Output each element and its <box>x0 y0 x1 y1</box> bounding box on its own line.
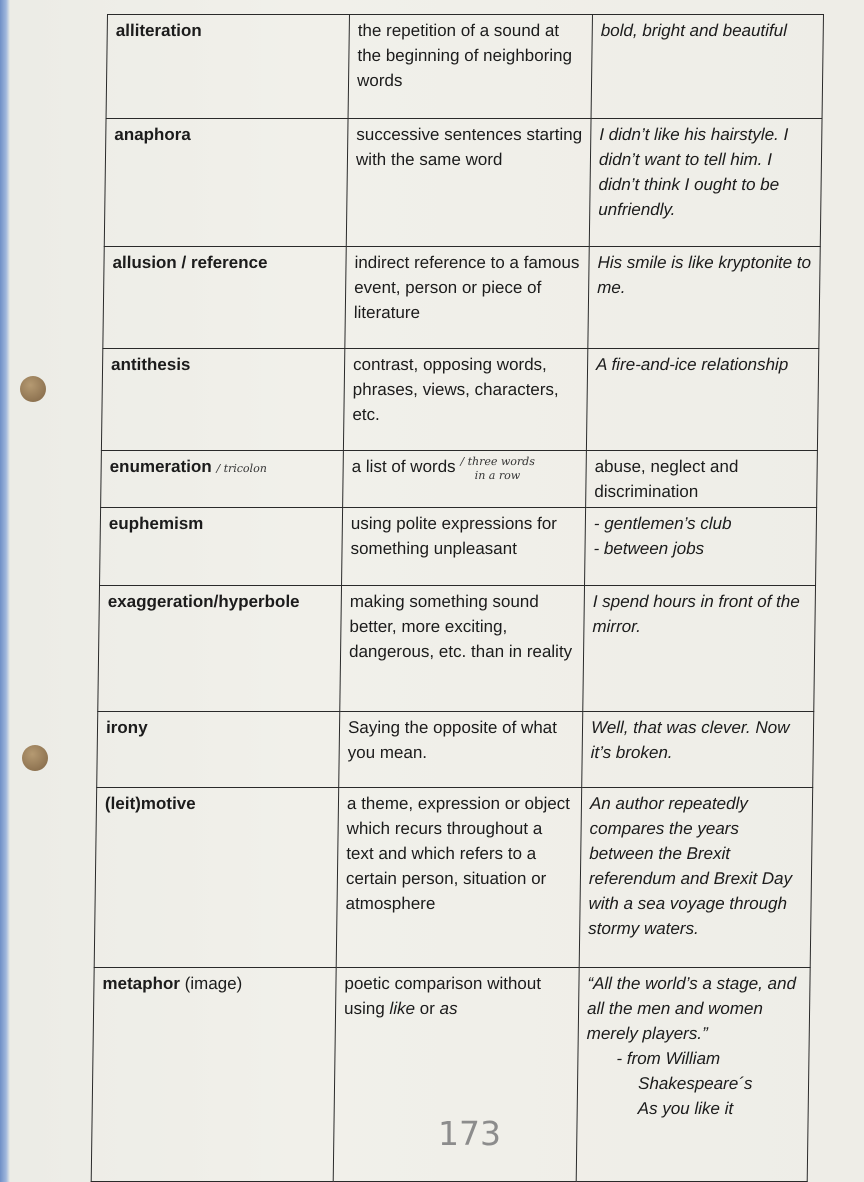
definition-text: a list of words <box>351 457 456 476</box>
term-cell: exaggeration/hyperbole <box>98 586 342 712</box>
term-text: enumeration <box>109 457 212 476</box>
example-cell: I spend hours in front of the mirror. <box>583 586 816 712</box>
example-cell: Well, that was clever. Now it’s broken. <box>582 712 814 788</box>
example-cell: His smile is like kryptonite to me. <box>588 247 820 349</box>
example-cell: bold, bright and beautiful <box>591 15 823 119</box>
definition-cell: Saying the opposite of what you mean. <box>339 712 583 788</box>
table-row <box>101 349 818 451</box>
definition-cell: successive sentences starting with the same word <box>346 119 591 247</box>
definition-cell: contrast, opposing words, phrases, views, characters, etc. <box>343 349 587 451</box>
table-row <box>94 788 813 968</box>
table-row <box>97 712 814 788</box>
definition-cell <box>343 451 587 508</box>
definition-text: or <box>414 999 440 1018</box>
definition-cell: the repetition of a sound at the beginning of neighboring words <box>348 15 592 119</box>
term-text: metaphor <box>102 974 181 993</box>
definition-as: as <box>439 999 458 1018</box>
table-row <box>103 247 820 349</box>
definition-cell: making something sound better, more exciting, dangerous, etc. than in reality <box>340 586 585 712</box>
term-cell: euphemism <box>100 508 343 586</box>
page-number: 173 <box>438 1114 501 1153</box>
definition-cell: a theme, expression or object which recurs throughout a text and which refers to a certain person, situation or atmosphere <box>336 788 582 968</box>
term-cell: (leit)motive <box>94 788 339 968</box>
term-cell: alliteration <box>106 15 349 119</box>
attribution-line: Shakespeare´s <box>637 1074 753 1093</box>
handwritten-note: in a row <box>474 469 521 482</box>
term-cell: anaphora <box>104 119 348 247</box>
definition-like: like <box>389 999 416 1018</box>
definition-cell: indirect reference to a famous event, person or piece of literature <box>345 247 589 349</box>
table-row <box>104 119 822 247</box>
handwritten-note: / three words <box>460 455 535 468</box>
term-suffix: (image) <box>184 974 243 993</box>
term-cell: irony <box>97 712 340 788</box>
term-cell <box>101 451 344 508</box>
table-row <box>100 508 817 586</box>
table-row <box>98 586 816 712</box>
example-cell: An author repeatedly compares the years between the Brexit referendum and Brexit Day with a sea voyage through stormy waters. <box>579 788 813 968</box>
handwritten-note: / tricolon <box>216 462 267 475</box>
table-row <box>101 451 818 508</box>
example-cell: A fire-and-ice relationship <box>586 349 818 451</box>
quote-text: “All the world’s a stage, and all the men and women merely players.” <box>586 974 797 1043</box>
example-cell: I didn’t like his hairstyle. I didn’t want to tell him. I didn’t think I ought to be unfriendly. <box>589 119 822 247</box>
attribution-line: - from William <box>616 1049 721 1068</box>
term-cell: antithesis <box>101 349 344 451</box>
definition-cell: using polite expressions for something unpleasant <box>342 508 586 586</box>
punch-hole <box>22 745 48 771</box>
punch-hole <box>20 376 46 402</box>
stylistic-devices-table <box>91 14 824 1182</box>
example-cell <box>585 508 817 586</box>
table-row <box>106 15 823 119</box>
example-cell: abuse, neglect and discrimination <box>586 451 818 508</box>
example-line: - gentlemen’s club <box>593 514 732 533</box>
example-cell <box>576 968 810 1182</box>
term-cell <box>91 968 336 1182</box>
definition-text: poetic comparison without using <box>343 974 542 1018</box>
example-line: - between jobs <box>593 539 705 558</box>
attribution-line: As you like it <box>637 1099 734 1118</box>
term-cell: allusion / reference <box>103 247 346 349</box>
